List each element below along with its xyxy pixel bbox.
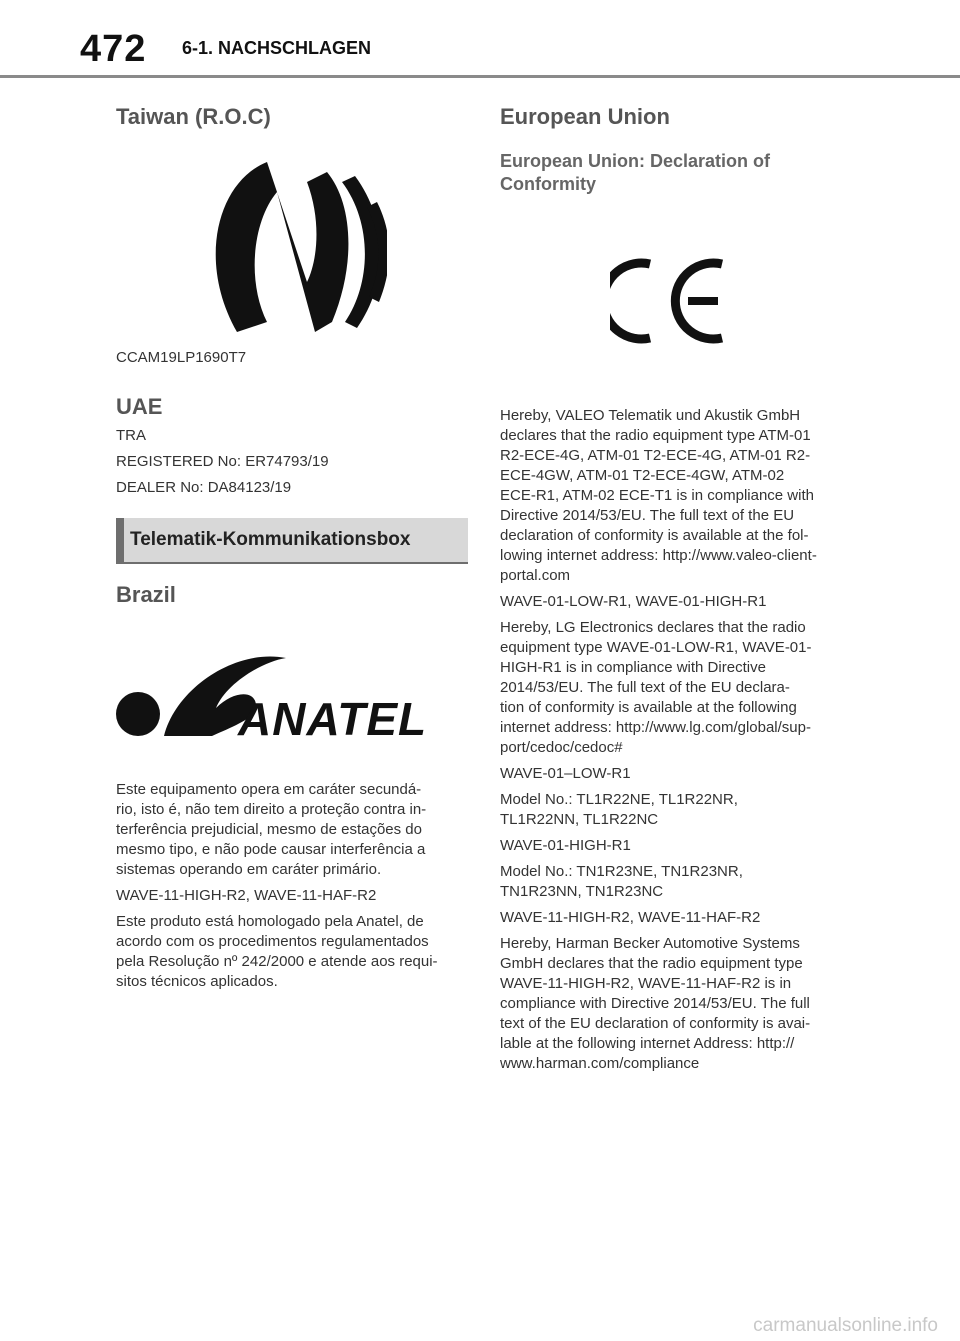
chapter-title: 6-1. NACHSCHLAGEN: [182, 38, 372, 58]
uae-line: REGISTERED No: ER74793/19: [116, 453, 329, 470]
text-line: GmbH declares that the radio equipment type: [500, 955, 803, 972]
eu-subtitle: Conformity: [500, 174, 596, 194]
eu-paragraph: [500, 592, 850, 612]
text-line: WAVE-01–LOW-R1: [500, 765, 631, 782]
text-line: 2014/53/EU. The full text of the EU declara-: [500, 679, 790, 696]
watermark: carmanualsonline.info: [753, 1315, 938, 1336]
text-line: WAVE-11-HIGH-R2, WAVE-11-HAF-R2: [500, 909, 761, 926]
text-line: WAVE-11-HIGH-R2, WAVE-11-HAF-R2 is in: [500, 975, 792, 992]
page-header: [0, 0, 960, 78]
text-line: R2-ECE-4G, ATM-01 T2-ECE-4G, ATM-01 R2-: [500, 447, 811, 464]
ce-mark: [500, 256, 850, 346]
eu-paragraph: [500, 618, 850, 758]
text-line: Hereby, LG Electronics declares that the radio: [500, 619, 806, 636]
taiwan-heading: Taiwan (R.O.C): [116, 104, 271, 129]
text-line: Model No.: TN1R23NE, TN1R23NR,: [500, 863, 743, 880]
text-line: port/cedoc/cedoc#: [500, 739, 623, 756]
text-line: sistemas operando em caráter primário.: [116, 861, 382, 878]
anatel-logo: [116, 648, 468, 748]
text-line: ECE-R1, ATM-02 ECE-T1 is in compliance with: [500, 487, 814, 504]
text-line: WAVE-01-LOW-R1, WAVE-01-HIGH-R1: [500, 593, 767, 610]
eu-paragraph: [500, 790, 850, 830]
text-line: equipment type WAVE-01-LOW-R1, WAVE-01-: [500, 639, 812, 656]
brazil-paragraph: [116, 886, 468, 906]
text-line: acordo com os procedimentos regulamentados: [116, 933, 429, 950]
text-line: Este equipamento opera em caráter secundá-: [116, 781, 422, 798]
section-banner: [116, 518, 468, 564]
eu-paragraph: [500, 836, 850, 856]
uae-heading: UAE: [116, 394, 163, 419]
text-line: Este produto está homologado pela Anatel, de: [116, 913, 424, 930]
anatel-logo-text: ANATEL: [238, 693, 428, 745]
text-line: www.harman.com/compliance: [500, 1055, 700, 1072]
eu-paragraph: [500, 406, 850, 586]
text-line: rio, isto é, não tem direito a proteção contra in-: [116, 801, 427, 818]
text-line: Model No.: TL1R22NE, TL1R22NR,: [500, 791, 738, 808]
text-line: tion of conformity is available at the following: [500, 699, 797, 716]
eu-subtitle: European Union: Declaration of: [500, 151, 771, 171]
text-line: compliance with Directive 2014/53/EU. The full: [500, 995, 810, 1012]
text-line: ECE-4GW, ATM-01 T2-ECE-4GW, ATM-02: [500, 467, 785, 484]
ncc-logo-icon: [197, 142, 387, 342]
text-line: TL1R22NN, TL1R22NC: [500, 811, 659, 828]
banner-title: Telematik-Kommunikationsbox: [130, 529, 411, 550]
text-line: pela Resolução nº 242/2000 e atende aos requi-: [116, 953, 438, 970]
uae-line: TRA: [116, 427, 146, 444]
page-number: 472: [80, 28, 147, 70]
text-line: internet address: http://www.lg.com/global/sup-: [500, 719, 811, 736]
right-column: [500, 96, 850, 1080]
eu-paragraph: [500, 908, 850, 928]
brazil-paragraph: [116, 780, 468, 880]
left-column: [116, 96, 468, 992]
eu-heading: European Union: [500, 104, 670, 129]
text-line: TN1R23NN, TN1R23NC: [500, 883, 664, 900]
text-line: portal.com: [500, 567, 571, 584]
text-line: terferência prejudicial, mesmo de estações do: [116, 821, 422, 838]
eu-paragraph: [500, 934, 850, 1074]
text-line: declaration of conformity is available at the fol-: [500, 527, 809, 544]
ce-mark-icon: [610, 256, 740, 346]
text-line: WAVE-01-HIGH-R1: [500, 837, 631, 854]
brazil-paragraph: [116, 912, 468, 992]
text-line: mesmo tipo, e não pode causar interferência a: [116, 841, 426, 858]
taiwan-code: CCAM19LP1690T7: [116, 349, 247, 366]
ncc-logo: [116, 142, 468, 342]
text-line: HIGH-R1 is in compliance with Directive: [500, 659, 766, 676]
text-line: declares that the radio equipment type ATM-01: [500, 427, 811, 444]
text-line: Hereby, VALEO Telematik und Akustik GmbH: [500, 407, 801, 424]
banner-accent-bar: [116, 518, 124, 564]
text-line: lable at the following internet Address: http://: [500, 1035, 795, 1052]
text-line: lowing internet address: http://www.valeo-client-: [500, 547, 817, 564]
text-line: Directive 2014/53/EU. The full text of the EU: [500, 507, 795, 524]
eu-paragraph: [500, 764, 850, 784]
uae-line: DEALER No: DA84123/19: [116, 479, 292, 496]
eu-paragraph: [500, 862, 850, 902]
text-line: Hereby, Harman Becker Automotive Systems: [500, 935, 800, 952]
text-line: text of the EU declaration of conformity is avai-: [500, 1015, 811, 1032]
text-line: sitos técnicos aplicados.: [116, 973, 278, 990]
brazil-heading: Brazil: [116, 582, 176, 607]
text-line: WAVE-11-HIGH-R2, WAVE-11-HAF-R2: [116, 887, 377, 904]
header-divider: [0, 75, 960, 78]
